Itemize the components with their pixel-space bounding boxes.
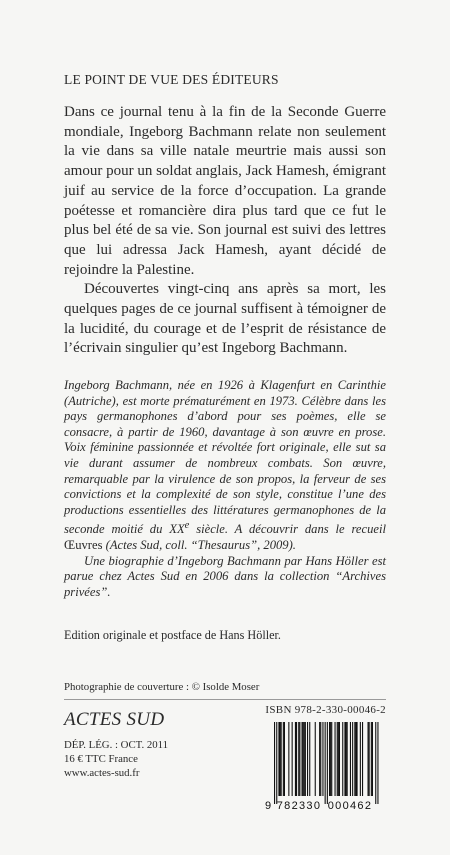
barcode-bar bbox=[337, 722, 338, 796]
bio-paragraph-2: Une biographie d’Ingeborg Bachmann par Hans Höller est parue chez Actes Sud en 2006 dans la collection “Archives privées”. bbox=[64, 553, 386, 599]
barcode-bar bbox=[292, 722, 293, 796]
barcode-bar bbox=[339, 722, 340, 796]
ean-barcode bbox=[262, 720, 390, 812]
barcode-bar bbox=[276, 722, 277, 804]
barcode-bar bbox=[325, 722, 326, 804]
barcode-bar bbox=[335, 722, 336, 796]
barcode-bar bbox=[372, 722, 373, 796]
barcode-graphic bbox=[262, 720, 390, 812]
barcode-bar bbox=[303, 722, 304, 796]
bio-text-start: Ingeborg Bachmann, née en 1926 à Klagenfurt en Carinthie (Autriche), est morte prématurément en 1973. Célèbre dans les pays germanophones d’abord pour ses poèmes, elle se consacre, à partir de 1960, davantage à son œuvre en prose. Voix féminine passionnée et révoltée fort originale, elle sut sa vie durant assumer de nombreux combats. Son œuvre, remarquable par la virulence de son propos, la ferveur de ses convictions et la complexité de son style, constitue l’une des productions essentielles des littératures germanophones de la seconde moitié du XX bbox=[64, 378, 386, 537]
barcode-bar bbox=[330, 722, 331, 796]
barcode-bar bbox=[288, 722, 289, 796]
isbn-number: ISBN 978-2-330-00046-2 bbox=[265, 704, 386, 716]
barcode-bar bbox=[320, 722, 321, 796]
barcode-bar bbox=[357, 722, 358, 796]
barcode-bar bbox=[307, 722, 308, 796]
publisher-logo: ACTES SUD bbox=[64, 709, 165, 730]
edition-note: Edition originale et postface de Hans Höller. bbox=[64, 628, 281, 642]
barcode-bar bbox=[352, 722, 353, 796]
barcode-right-digits: 000462 bbox=[327, 800, 373, 812]
description-paragraph-2: Découvertes vingt-cinq ans après sa mort, les quelques pages de ce journal suffisent à témoigner de la lucidité, du courage et de l’esprit de résistance de l’écrivain singulier qu’est Ingeborg Bachmann. bbox=[64, 281, 386, 357]
author-biography bbox=[64, 378, 386, 601]
barcode-bars bbox=[274, 722, 379, 804]
barcode-bar bbox=[371, 722, 372, 796]
divider-line bbox=[64, 699, 386, 700]
photo-credit: Photographie de couverture : © Isolde Moser bbox=[64, 681, 260, 693]
barcode-bar bbox=[305, 722, 306, 796]
barcode-bar bbox=[377, 722, 378, 804]
barcode-bar bbox=[327, 722, 328, 804]
barcode-bar bbox=[274, 722, 275, 804]
barcode-bar bbox=[296, 722, 297, 796]
barcode-bar bbox=[329, 722, 330, 796]
barcode-bar bbox=[299, 722, 300, 796]
barcode-bar bbox=[295, 722, 296, 796]
collection-title: Œuvres bbox=[64, 538, 103, 553]
bio-paragraph-1 bbox=[64, 378, 386, 554]
barcode-bar bbox=[304, 722, 305, 796]
barcode-left-digits: 782330 bbox=[276, 800, 322, 812]
barcode-bar bbox=[309, 722, 310, 796]
barcode-bar bbox=[375, 722, 376, 804]
barcode-lead-digit: 9 bbox=[265, 800, 272, 812]
description-paragraph-1: Dans ce journal tenu à la fin de la Seconde Guerre mondiale, Ingeborg Bachmann relate non seulement la vie dans sa ville natale meurtrie mais aussi son amour pour un soldat anglais, Jack Hamesh, émigrant juif au service de la force d’occupation. La grande poétesse et romancière dira plus tard que ce fut le plus bel été de sa vie. Son journal est suivi des lettres que lui adressa Jack Hamesh, ayant décidé de rejoindre la Palestine. bbox=[64, 104, 387, 278]
barcode-bar bbox=[319, 722, 320, 796]
publisher-description bbox=[64, 103, 386, 359]
century-superscript: e bbox=[184, 520, 190, 532]
barcode-bar bbox=[281, 722, 282, 796]
barcode-bar bbox=[284, 722, 285, 796]
barcode-bar bbox=[347, 722, 348, 796]
barcode-bar bbox=[331, 722, 332, 796]
barcode-bar bbox=[368, 722, 369, 796]
barcode-bar bbox=[280, 722, 281, 796]
barcode-bar bbox=[369, 722, 370, 796]
barcode-bar bbox=[355, 722, 356, 796]
barcode-bar bbox=[350, 722, 351, 796]
price: 16 € TTC France bbox=[64, 753, 138, 765]
barcode-bar bbox=[344, 722, 345, 796]
barcode-bar bbox=[278, 722, 279, 796]
barcode-bar bbox=[354, 722, 355, 796]
bio-text-end: (Actes Sud, coll. “Thesaurus”, 2009). bbox=[102, 538, 296, 553]
barcode-bar bbox=[315, 722, 316, 796]
barcode-bar bbox=[346, 722, 347, 796]
legal-deposit: DÉP. LÉG. : OCT. 2011 bbox=[64, 739, 169, 751]
barcode-bar bbox=[360, 722, 361, 796]
barcode-bar bbox=[338, 722, 339, 796]
barcode-bar bbox=[362, 722, 363, 796]
barcode-bar bbox=[298, 722, 299, 796]
barcode-bar bbox=[283, 722, 284, 796]
bio-text-middle: siècle. A découvrir dans le recueil bbox=[189, 522, 386, 537]
website: www.actes-sud.fr bbox=[64, 767, 140, 779]
barcode-bar bbox=[342, 722, 343, 796]
imprint-block bbox=[64, 738, 168, 780]
section-heading: LE POINT DE VUE DES ÉDITEURS bbox=[64, 72, 279, 87]
barcode-bar bbox=[322, 722, 323, 796]
barcode-bar bbox=[302, 722, 303, 796]
